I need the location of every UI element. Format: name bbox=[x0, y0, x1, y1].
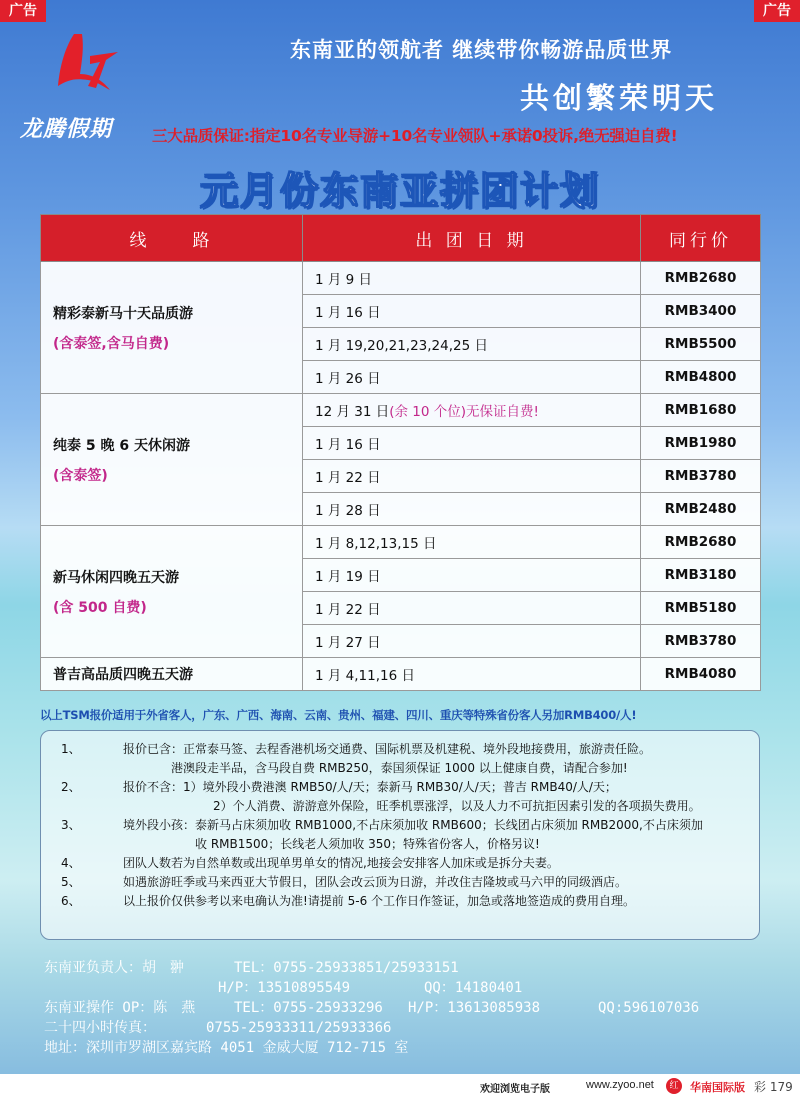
note-text: 团队人数若为自然单数或出现单男单女的情况,地接会安排客人加床或是拆分夫妻。 bbox=[123, 856, 559, 870]
route-cell bbox=[41, 262, 303, 394]
contact-fax: 0755-25933311/25933366 bbox=[206, 1020, 392, 1036]
route-cell bbox=[41, 526, 303, 658]
price-cell: RMB5180 bbox=[641, 592, 761, 625]
ad-label-left: 广告 bbox=[0, 0, 46, 22]
slogan-line-2: 共创繁荣明天 bbox=[520, 81, 719, 115]
date-cell bbox=[303, 394, 641, 427]
note-number: 2、 bbox=[61, 780, 81, 794]
note-number: 6、 bbox=[61, 894, 81, 908]
note-item bbox=[61, 892, 749, 911]
table-row bbox=[41, 262, 761, 295]
note-text: 以上报价仅供参考以来电确认为准!请提前 5-6 个工作日作签证，加急或落地签造成的费用自理。 bbox=[123, 894, 636, 908]
price-cell: RMB1680 bbox=[641, 394, 761, 427]
contact-operator: 东南亚操作 OP：陈 燕 bbox=[44, 1000, 196, 1016]
date-cell: 1 月 9 日 bbox=[303, 262, 641, 295]
note-line-2: 收 RMB1500；长线老人须加收 350；特殊省份客人，价格另议! bbox=[195, 837, 540, 851]
contact-row bbox=[44, 998, 700, 1018]
note-number: 4、 bbox=[61, 856, 81, 870]
contact-address: 地址：深圳市罗湖区嘉宾路 4051 金威大厦 712-715 室 bbox=[44, 1040, 409, 1056]
note-line-2: 2）个人消费、游游意外保险，旺季机票涨浮，以及人力不可抗拒因素引发的各项损失费用。 bbox=[213, 799, 701, 813]
date-cell: 1 月 8,12,13,15 日 bbox=[303, 526, 641, 559]
note-line: 报价不含：1）境外段小费港澳 RMB50/人/天；泰新马 RMB30/人/天；普吉 RMB40/人/天； bbox=[123, 780, 617, 794]
route-name: 新马休闲四晚五天游 bbox=[53, 569, 179, 586]
contact-tel: TEL：0755-25933296 bbox=[234, 1000, 383, 1016]
page-title: 元月份东南亚拼团计划 bbox=[199, 169, 600, 213]
route-cell bbox=[41, 658, 303, 691]
contact-fax-label: 二十四小时传真： bbox=[44, 1020, 156, 1036]
contact-info bbox=[44, 958, 700, 1058]
footer-edition: 华南国际版 bbox=[690, 1081, 745, 1094]
date-cell: 1 月 22 日 bbox=[303, 460, 641, 493]
route-cell bbox=[41, 394, 303, 526]
note-item bbox=[61, 873, 749, 892]
note-line: 境外段小孩：泰新马占床须加收 RMB1000,不占床须加收 RMB600；长线团占床须加 RMB2000,不占床须加 bbox=[123, 818, 703, 832]
price-cell: RMB3180 bbox=[641, 559, 761, 592]
page-footer bbox=[0, 1074, 800, 1100]
slogan-line-1: 东南亚的领航者 继续带你畅游品质世界 bbox=[290, 38, 673, 62]
contact-row bbox=[44, 1038, 408, 1058]
table-row bbox=[41, 658, 761, 691]
date-cell: 1 月 27 日 bbox=[303, 625, 641, 658]
date-cell: 1 月 16 日 bbox=[303, 427, 641, 460]
tsm-price-note: 以上TSM报价适用于外省客人，广东、广西、海南、云南、贵州、福建、四川、重庆等特殊省份客人另加RMB400/人! bbox=[40, 708, 637, 722]
price-cell: RMB4800 bbox=[641, 361, 761, 394]
date-cell: 1 月 16 日 bbox=[303, 295, 641, 328]
note-number: 3、 bbox=[61, 818, 81, 832]
price-cell: RMB3780 bbox=[641, 625, 761, 658]
header-route: 线 路 bbox=[41, 215, 303, 262]
footer-badge-icon: 红 bbox=[666, 1078, 682, 1094]
company-logo bbox=[14, 30, 132, 142]
date-cell: 1 月 4,11,16 日 bbox=[303, 658, 641, 691]
price-cell: RMB2680 bbox=[641, 262, 761, 295]
price-cell: RMB4080 bbox=[641, 658, 761, 691]
route-note: (含泰签,含马自费) bbox=[53, 335, 170, 352]
contact-row bbox=[44, 1018, 408, 1038]
quality-guarantee: 三大品质保证:指定10名专业导游+10名专业领队+承诺0投诉,绝无强迫自费! bbox=[152, 127, 678, 145]
date-cell: 1 月 26 日 bbox=[303, 361, 641, 394]
contact-row bbox=[44, 958, 459, 978]
note-text bbox=[123, 740, 749, 778]
terms-notes-box bbox=[40, 730, 760, 940]
table-row bbox=[41, 526, 761, 559]
price-cell: RMB3780 bbox=[641, 460, 761, 493]
footer-url: www.zyoo.net bbox=[586, 1079, 654, 1091]
footer-welcome: 欢迎浏览电子版 bbox=[480, 1084, 550, 1095]
route-note: (含泰签) bbox=[53, 467, 108, 484]
ad-label-right: 广告 bbox=[754, 0, 800, 22]
contact-row bbox=[44, 978, 523, 998]
price-cell: RMB2680 bbox=[641, 526, 761, 559]
dragon-logo-icon bbox=[44, 30, 124, 108]
date-cell: 1 月 19 日 bbox=[303, 559, 641, 592]
route-name: 精彩泰新马十天品质游 bbox=[53, 305, 193, 322]
price-cell: RMB2480 bbox=[641, 493, 761, 526]
note-number: 1、 bbox=[61, 742, 81, 756]
note-item bbox=[61, 854, 749, 873]
contact-qq: QQ:596107036 bbox=[598, 1000, 700, 1016]
note-line-2: 港澳段走半品，含马段自费 RMB250，泰国须保证 1000 以上健康自费，请配合参加! bbox=[171, 761, 628, 775]
contact-tel: TEL：0755-25933851/25933151 bbox=[234, 960, 459, 976]
date-text: 12 月 31 日 bbox=[315, 404, 390, 420]
note-text bbox=[123, 816, 749, 854]
note-item bbox=[61, 816, 749, 854]
note-item bbox=[61, 778, 749, 816]
table-row bbox=[41, 394, 761, 427]
date-cell: 1 月 22 日 bbox=[303, 592, 641, 625]
price-cell: RMB3400 bbox=[641, 295, 761, 328]
price-cell: RMB5500 bbox=[641, 328, 761, 361]
route-name: 普吉高品质四晚五天游 bbox=[53, 667, 193, 683]
page-number: 彩 179 bbox=[754, 1080, 793, 1094]
price-cell: RMB1980 bbox=[641, 427, 761, 460]
header-date: 出 团 日 期 bbox=[303, 215, 641, 262]
note-text bbox=[123, 778, 749, 816]
contact-hp: H/P：13510895549 bbox=[218, 980, 351, 996]
contact-hp: H/P：13613085938 bbox=[408, 1000, 541, 1016]
note-item bbox=[61, 740, 749, 778]
note-text: 如遇旅游旺季或马来西亚大节假日，团队会改云顶为日游，并改住吉隆坡或马六甲的同级酒店。 bbox=[123, 875, 628, 889]
route-note: (含 500 自费) bbox=[53, 599, 147, 616]
brand-name: 龙腾假期 bbox=[20, 117, 113, 142]
date-cell: 1 月 19,20,21,23,24,25 日 bbox=[303, 328, 641, 361]
header-price: 同行价 bbox=[641, 215, 761, 262]
note-line: 报价已含：正常泰马签、去程香港机场交通费、国际机票及机建税、境外段地接费用，旅游责任险。 bbox=[123, 742, 652, 756]
route-name: 纯泰 5 晚 6 天休闲游 bbox=[53, 437, 190, 454]
tour-schedule-table bbox=[40, 214, 761, 691]
date-note: (余 10 个位)无保证自费! bbox=[389, 404, 539, 420]
table-header-row bbox=[41, 215, 761, 262]
note-number: 5、 bbox=[61, 875, 81, 889]
date-cell: 1 月 28 日 bbox=[303, 493, 641, 526]
contact-qq: QQ：14180401 bbox=[424, 980, 523, 996]
contact-manager: 东南亚负责人：胡 翀 bbox=[44, 960, 184, 976]
